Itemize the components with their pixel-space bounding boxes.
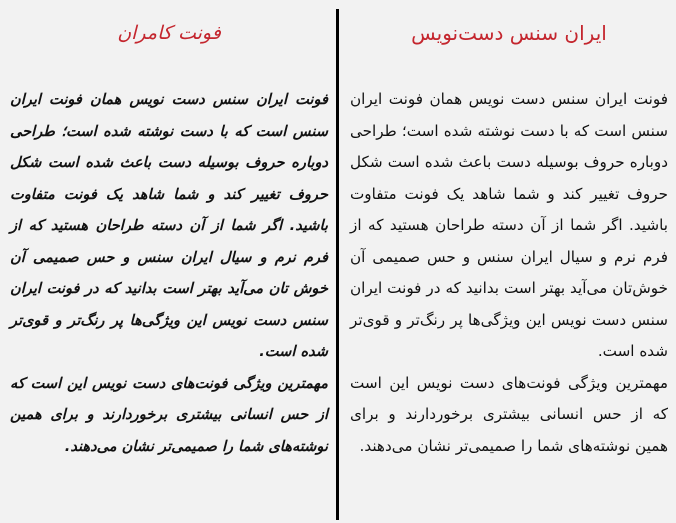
column-kamran [10,0,328,523]
column-title-iransans-handwritten: ایران سنس دست‌نویس [411,21,607,45]
column-title-kamran: فونت کامران [117,22,221,44]
paragraph-1: فونت ایران سنس دست نویس همان فونت ایران سنس است که با دست نوشته شده است؛ طراحی دوباره حروف بوسیله دست باعث شده است شکل حروف تغییر کند و شما شاهد یک فونت متفاوت باشید. اگر شما از آن دسته طراحان هستید که از فرم نرم و سیال ایران سنس و حس صمیمی آن خوش‌تان می‌آید بهتر است بدانید که در فونت ایران سنس دست نویس این ویژگی‌ها پر رنگ‌تر و قوی‌تر شده است. [350,90,668,360]
column-divider [336,9,339,520]
paragraph-2: مهمترین ویژگی فونت‌های دست نویس این است که از حس انسانی بیشتری برخوردارند و برای همین نوشته‌های شما را صمیمی‌تر نشان می‌دهند. [350,373,668,455]
paragraph-1: فونت ایران سنس دست نویس همان فونت ایران سنس است که با دست نوشته شده است؛ طراحی دوباره حروف بوسیله دست باعث شده است شکل حروف تغییر کند و شما شاهد یک فونت متفاوت باشید. اگر شما از آن دسته طراحان هستید که از فرم نرم و سیال ایران سنس و حس صمیمی آن خوش تان می‌آید بهتر است بدانید که در فونت ایران سنس دست نویس این ویژگی‌ها پر رنگ‌تر و قوی‌تر شده است. [10,91,328,360]
paragraph-2: مهمترین ویژگی فونت‌های دست نویس این است که از حس انسانی بیشتری برخوردارند و برای همین نوشته‌های شما را صمیمی‌تر نشان می‌دهند. [10,374,328,455]
column-body-kamran [10,84,328,462]
column-body-iransans-handwritten [350,84,668,462]
column-iransans-handwritten [350,0,668,523]
